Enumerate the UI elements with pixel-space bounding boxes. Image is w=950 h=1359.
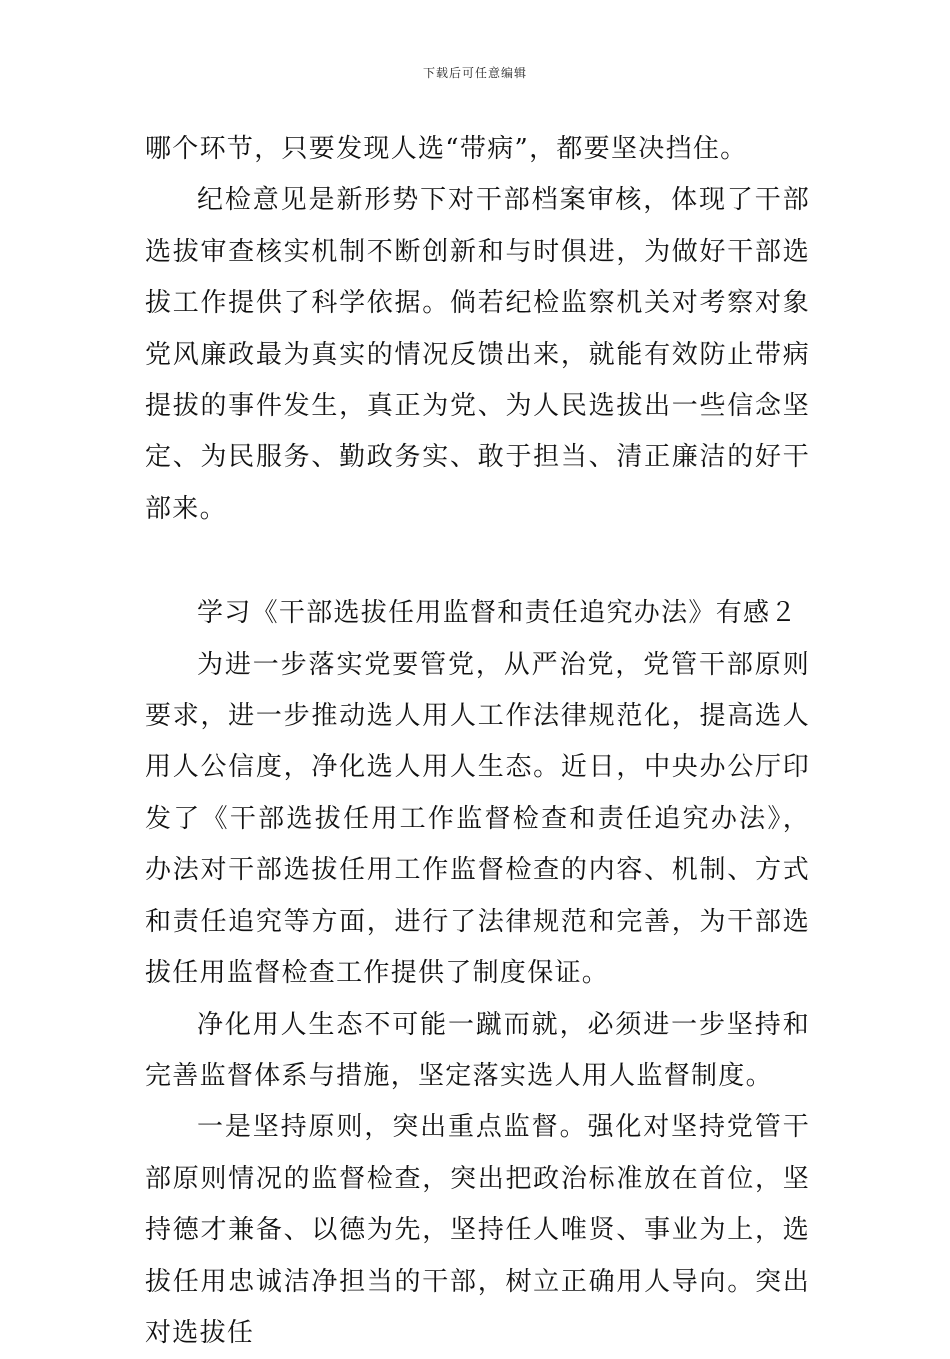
document-body — [145, 124, 810, 1359]
section-title: 学习《干部选拔任用监督和责任追究办法》有感２ — [197, 598, 798, 629]
paragraph-introduction: 为进一步落实党要管党，从严治党，党管干部原则要求，进一步推动选人用人工作法律规范化，提高选人用人公信度，净化选人用人生态。近日，中央办公厅印发了《干部选拔任用工作监督检查和责任追究办法》，办法对干部选拔任用工作监督检查的内容、机制、方式和责任追究等方面，进行了法律规范和完善，为干部选拔任用监督检查工作提供了制度保证。 — [145, 649, 810, 989]
paragraph-continuation: 哪个环节，只要发现人选“带病”，都要坚决挡住。 — [145, 134, 748, 164]
page-header-note: 下载后可任意编辑 — [422, 66, 527, 80]
paragraph-purify-ecology: 净化用人生态不可能一蹴而就，必须进一步坚持和完善监督体系与措施，坚定落实选人用人监督制度。 — [145, 1009, 810, 1091]
paragraph-disciplinary-opinion: 纪检意见是新形势下对干部档案审核，体现了干部选拔审查核实机制不断创新和与时俱进，为做好干部选拔工作提供了科学依据。倘若纪检监察机关对考察对象党风廉政最为真实的情况反馈出来，就能有效防止带病提拔的事件发生，真正为党、为人民选拔出一些信念坚定、为民服务、勤政务实、敢于担当、清正廉洁的好干部来。 — [145, 185, 810, 524]
paragraph-point-one: 一是坚持原则，突出重点监督。强化对坚持党管干部原则情况的监督检查，突出把政治标准放在首位，坚持德才兼备、以德为先，坚持任人唯贤、事业为上，选拔任用忠诚洁净担当的干部，树立正确用人导向。突出对选拔任 — [145, 1112, 810, 1348]
